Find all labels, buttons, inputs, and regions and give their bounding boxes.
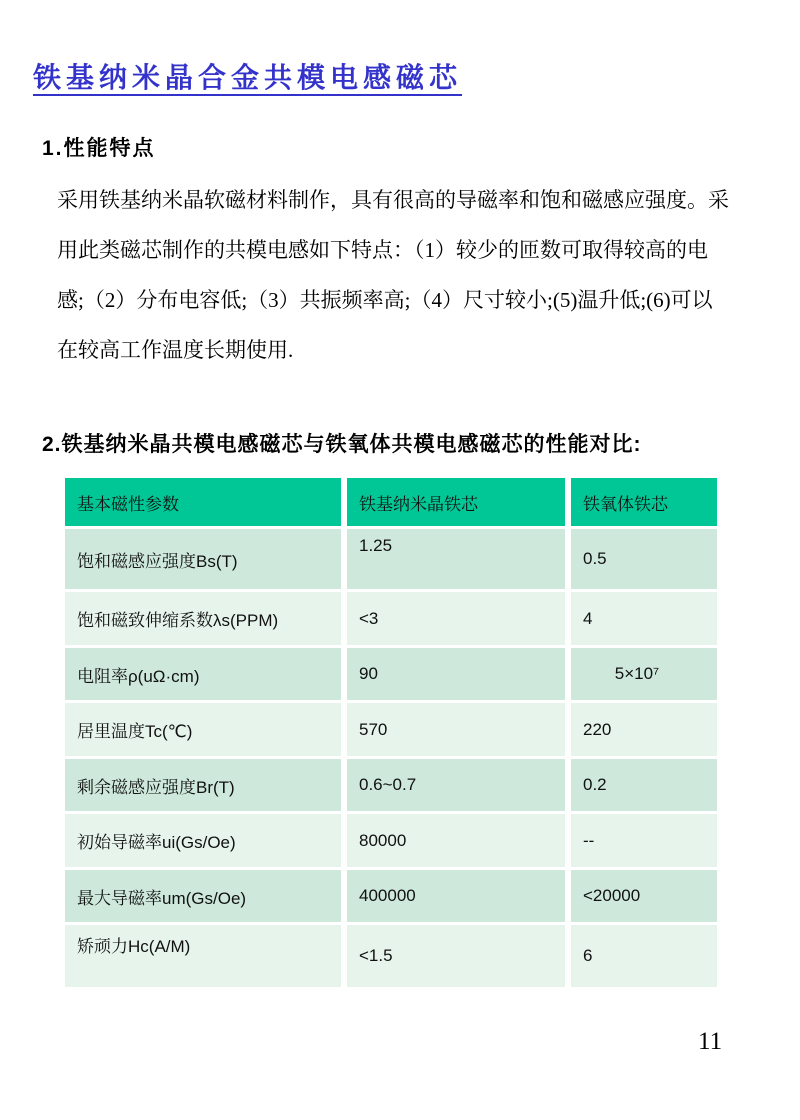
paragraph-line: 采用铁基纳米晶软磁材料制作，具有很高的导磁率和饱和磁感应强度。采 [57,188,729,212]
table-cell-param: 饱和磁感应强度Bs(T) [65,529,341,589]
table-cell-param: 剩余磁感应强度Br(T) [65,759,341,811]
paragraph-line: 在较高工作温度长期使用. [57,338,294,362]
table-cell-ferrite: 4 [571,592,717,645]
page-title: 铁基纳米晶合金共模电感磁芯 [33,63,463,94]
table-cell-ferrite: 0.2 [571,759,717,811]
table-cell-nano: 400000 [347,870,565,922]
table-cell-nano: <1.5 [347,925,565,987]
table-cell-ferrite: 5×10⁷ [571,648,717,700]
table-header-nano: 铁基纳米晶铁芯 [347,478,565,526]
table-cell-param: 矫顽力Hc(A/M) [65,925,341,987]
section2-heading: 2.铁基纳米晶共模电感磁芯与铁氧体共模电感磁芯的性能对比: [42,433,642,456]
table-cell-param: 初始导磁率ui(Gs/Oe) [65,814,341,867]
table-cell-nano: 570 [347,703,565,756]
comparison-table [65,478,717,987]
paragraph-line: 感;（2）分布电容低;（3）共振频率高;（4）尺寸较小;(5)温升低;(6)可以 [57,288,713,312]
table-cell-ferrite: 6 [571,925,717,987]
section1-paragraph [57,175,767,375]
paragraph-line: 用此类磁芯制作的共模电感如下特点：（1）较少的匝数可取得较高的电 [57,238,708,262]
table-cell-param: 饱和磁致伸缩系数λs(PPM) [65,592,341,645]
table-cell-nano: 0.6~0.7 [347,759,565,811]
table-cell-ferrite: 220 [571,703,717,756]
table-header-ferrite: 铁氧体铁芯 [571,478,717,526]
table-cell-param: 电阻率ρ(uΩ·cm) [65,648,341,700]
section1-heading: 1.性能特点 [42,137,156,160]
table-cell-param: 居里温度Tc(℃) [65,703,341,756]
page-number: 11 [698,1028,723,1055]
table-cell-ferrite: <20000 [571,870,717,922]
table-cell-nano: 90 [347,648,565,700]
table-cell-ferrite: -- [571,814,717,867]
table-cell-ferrite: 0.5 [571,529,717,589]
table-cell-nano: <3 [347,592,565,645]
table-cell-nano: 80000 [347,814,565,867]
table-cell-param: 最大导磁率um(Gs/Oe) [65,870,341,922]
table-cell-nano: 1.25 [347,529,565,589]
table-header-param: 基本磁性参数 [65,478,341,526]
